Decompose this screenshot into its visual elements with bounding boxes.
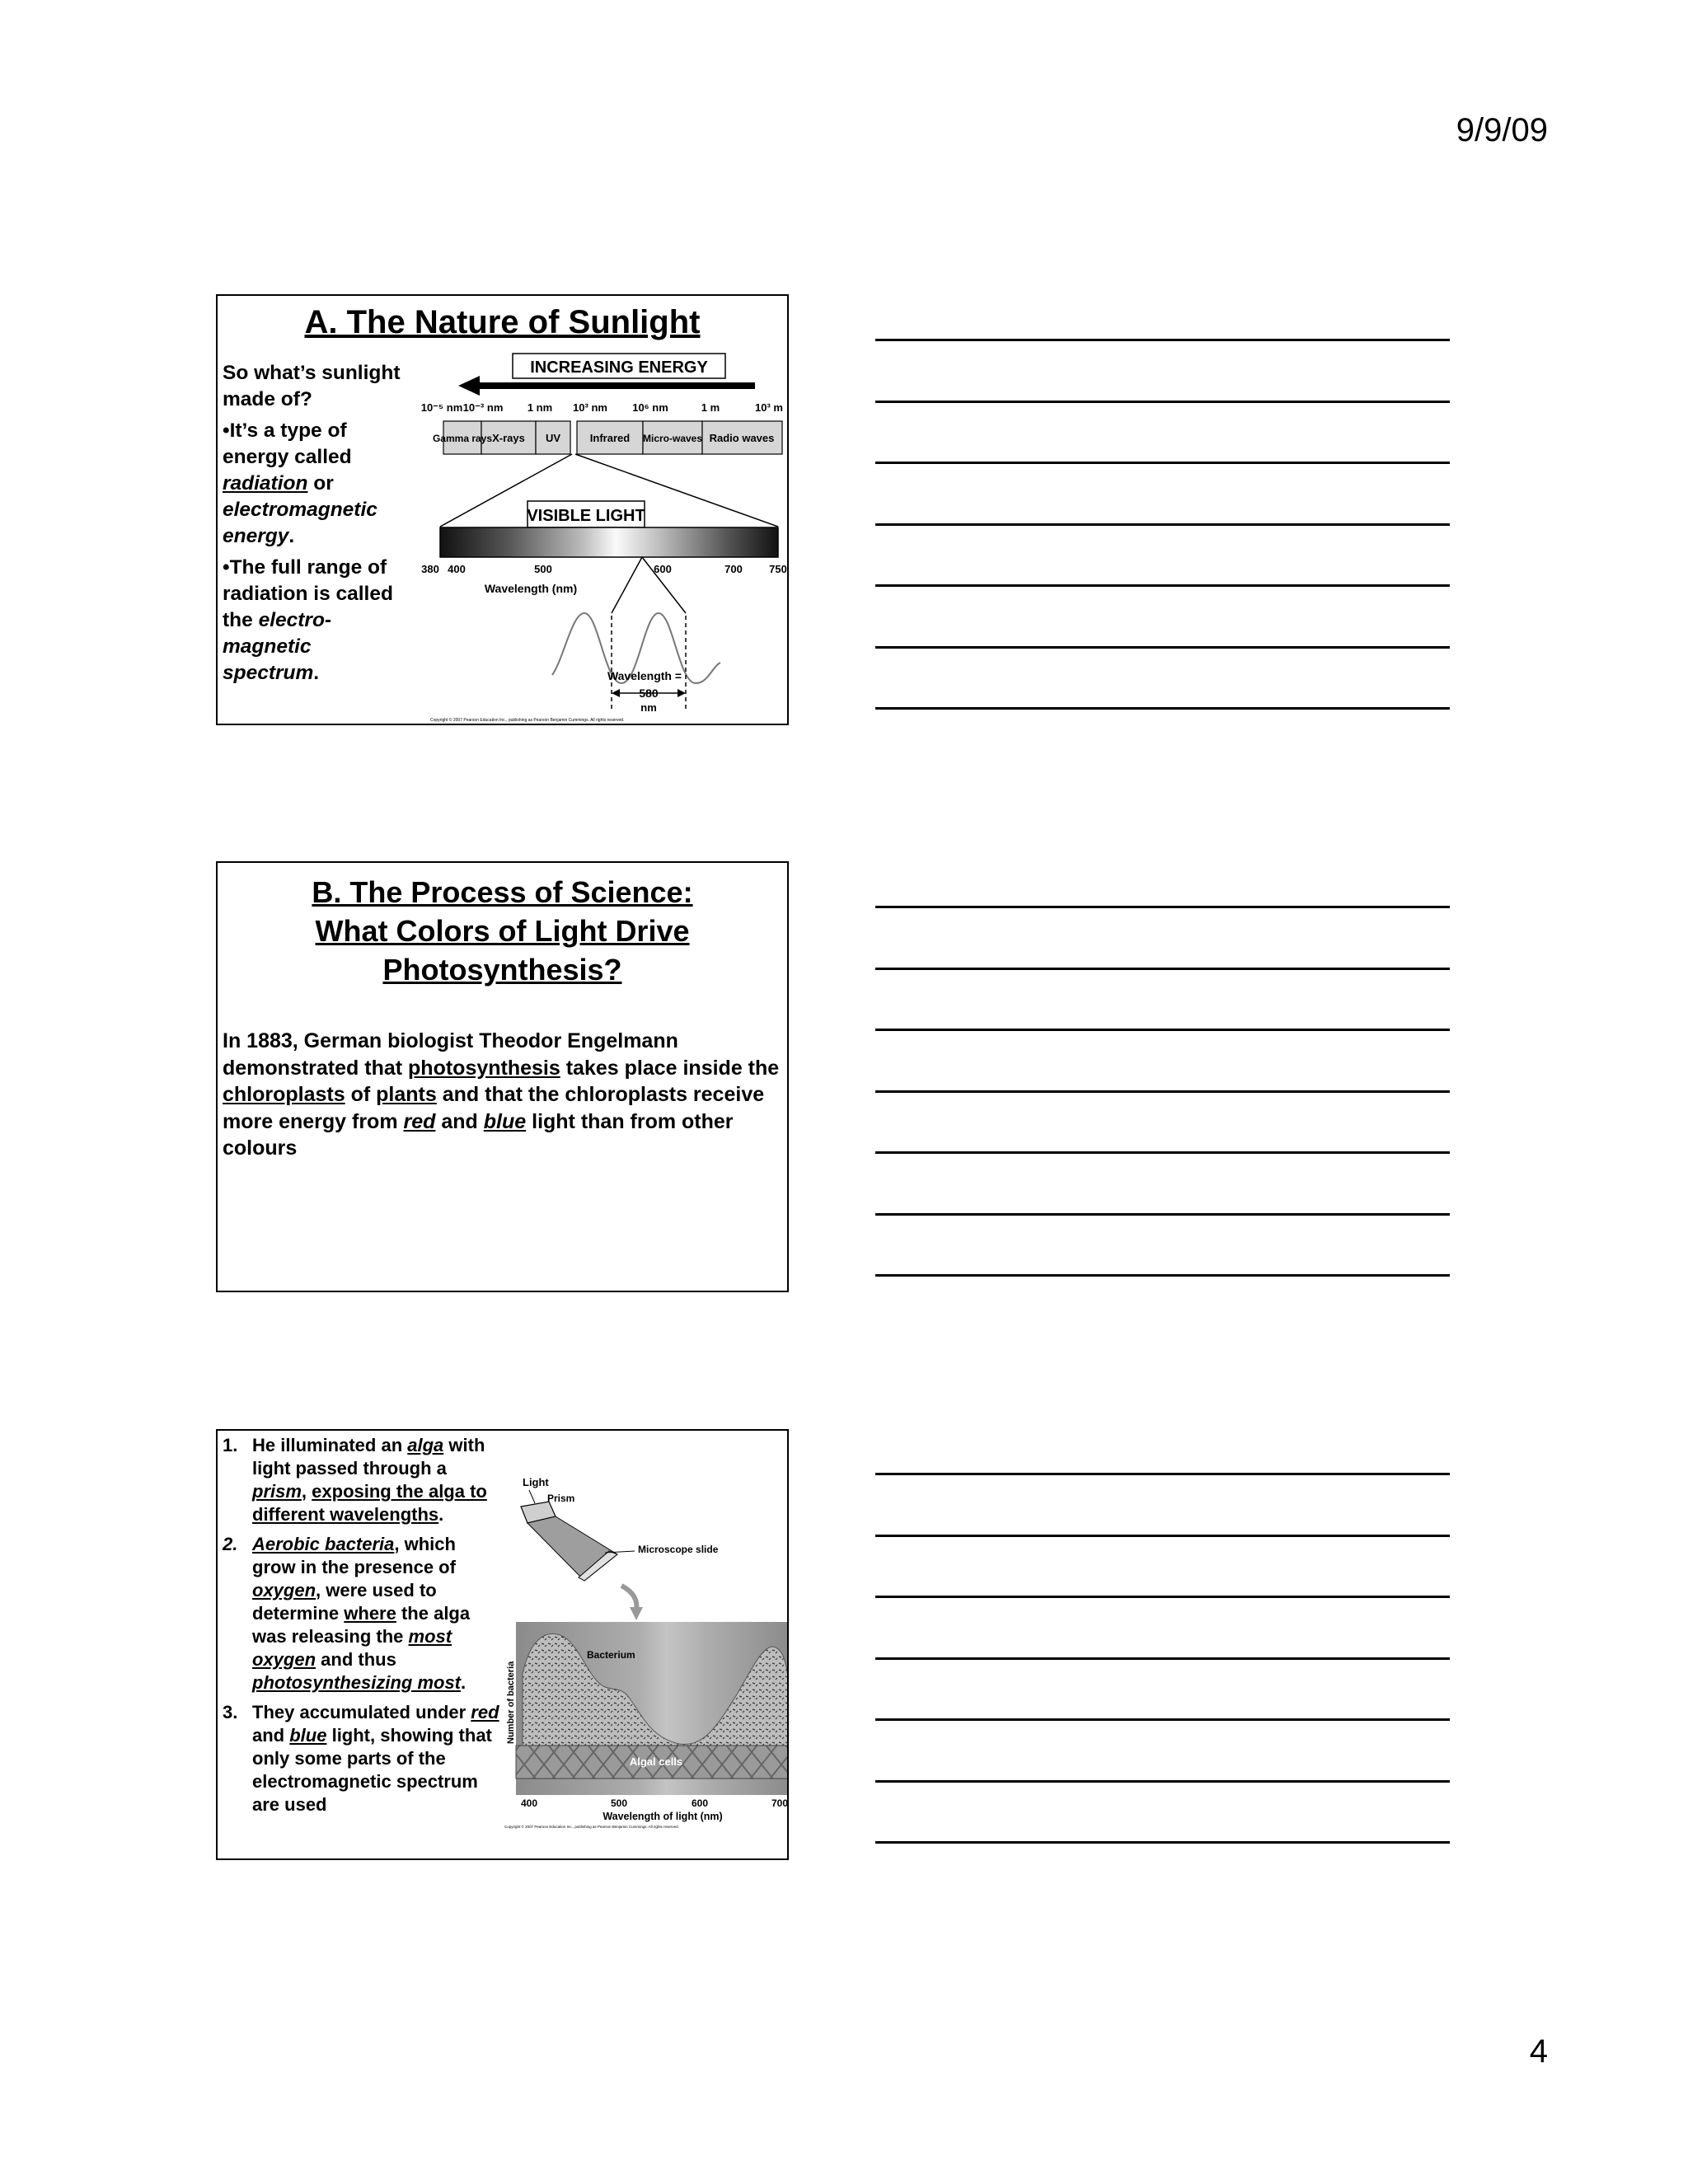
note-line[interactable] — [875, 906, 1450, 908]
scale-label: 1 nm — [527, 401, 553, 414]
note-line[interactable] — [875, 1473, 1450, 1475]
page-date: 9/9/09 — [1456, 112, 1548, 148]
wave-label: Wavelength = — [607, 669, 682, 682]
band-microwaves: Micro-waves — [642, 433, 703, 444]
note-line[interactable] — [875, 462, 1450, 464]
note-line[interactable] — [875, 1274, 1450, 1277]
visible-tick: 380 — [421, 563, 439, 575]
list-item: 3. They accumulated under red and blue light, showing that only some parts of the electromagnetic spectrum are used — [223, 1702, 499, 1815]
note-line[interactable] — [875, 1151, 1450, 1154]
note-line[interactable] — [875, 1657, 1450, 1660]
x-tick: 600 — [691, 1797, 709, 1809]
link-chloroplasts[interactable]: chloroplasts — [223, 1083, 345, 1106]
visible-tick: 400 — [448, 563, 466, 575]
band-gamma: Gamma rays — [432, 433, 493, 444]
slide-label: Microscope slide — [638, 1544, 719, 1555]
wave-value: 580 — [639, 687, 659, 700]
link-photosynthesis[interactable]: photosynthesis — [408, 1056, 560, 1080]
band-infrared: Infrared — [589, 432, 631, 444]
note-line[interactable] — [875, 1841, 1450, 1844]
note-line[interactable] — [875, 339, 1450, 341]
note-line[interactable] — [875, 1535, 1450, 1537]
note-line[interactable] — [875, 1718, 1450, 1721]
slide-title: A. The Nature of Sunlight — [304, 304, 701, 340]
x-tick: 400 — [520, 1797, 538, 1809]
slide-engelmann-experiment — [216, 1429, 789, 1860]
slide-title: B. The Process of Science: What Colors of Light Drive Photosynthesis? — [312, 875, 693, 987]
slide-process-of-science — [216, 861, 789, 1292]
page-number: 4 — [1529, 2033, 1548, 2069]
note-line[interactable] — [875, 1213, 1450, 1216]
scale-label: 10⁻³ nm — [462, 401, 504, 414]
scale-label: 10³ m — [755, 401, 783, 414]
note-line[interactable] — [875, 401, 1450, 403]
slide-nature-of-sunlight — [216, 294, 789, 725]
wave-unit: nm — [640, 701, 657, 714]
algal-label: Algal cells — [629, 1755, 683, 1768]
x-tick: 700 — [771, 1797, 789, 1809]
scale-label: 10⁶ nm — [632, 401, 668, 414]
bullet-spectrum: •The full range of radiation is called the electro-magnetic spectrum. — [223, 556, 393, 684]
figure-copyright: Copyright © 2007 Pearson Education Inc., publishing as Pearson Benjamin Cummings. All rights reserved. — [430, 718, 625, 723]
visible-tick: 750 — [769, 563, 787, 575]
em-spectrum-diagram — [218, 296, 789, 725]
band-radio: Radio waves — [709, 432, 775, 444]
intro-question: So what’s sunlight made of? — [223, 362, 401, 410]
note-line[interactable] — [875, 707, 1450, 710]
note-line[interactable] — [875, 1596, 1450, 1598]
note-line[interactable] — [875, 646, 1450, 649]
energy-label: INCREASING ENERGY — [530, 359, 708, 377]
visible-tick: 700 — [724, 563, 743, 575]
note-line[interactable] — [875, 1090, 1450, 1093]
note-line[interactable] — [875, 1029, 1450, 1031]
note-line[interactable] — [875, 584, 1450, 587]
note-line[interactable] — [875, 1780, 1450, 1783]
x-axis-label: Wavelength of light (nm) — [603, 1811, 723, 1822]
scale-label: 10³ nm — [573, 401, 607, 414]
visible-label: VISIBLE LIGHT — [527, 507, 645, 525]
energy-arrowhead — [458, 376, 480, 396]
band-uv: UV — [545, 432, 561, 444]
list-item: 2. Aerobic bacteria, which grow in the presence of oxygen, were used to determine where the alga was releasing the most oxygen and thus photosynthesizing most. — [223, 1534, 471, 1693]
scale-label: 1 m — [701, 401, 720, 414]
curved-arrow — [621, 1586, 636, 1610]
bullet-radiation: •It’s a type of energy called radiation or electromagnetic energy. — [223, 419, 377, 547]
light-beam — [528, 1516, 617, 1581]
link-plants[interactable]: plants — [376, 1083, 437, 1106]
scale-label: 10⁻⁵ nm — [420, 401, 463, 414]
visible-tick: 600 — [654, 563, 672, 575]
band-xrays: X-rays — [492, 432, 525, 444]
visible-spectrum-bar — [440, 527, 778, 557]
figure-copyright: Copyright © 2007 Pearson Education Inc., publishing as Pearson Benjamin Cummings. All rights reserved. — [504, 1825, 679, 1829]
bacterium-label: Bacterium — [587, 1649, 635, 1661]
y-axis-label: Number of bacteria — [506, 1661, 516, 1744]
engelmann-figure — [218, 1431, 789, 1860]
note-line[interactable] — [875, 523, 1450, 526]
prism-label: Prism — [547, 1493, 575, 1504]
light-label: Light — [523, 1476, 549, 1488]
list-item: 1. He illuminated an alga with light passed through a prism, exposing the alga to different wavelengths. — [223, 1435, 487, 1525]
visible-axis-label: Wavelength (nm) — [484, 582, 578, 595]
visible-tick: 500 — [534, 563, 552, 575]
note-line[interactable] — [875, 968, 1450, 970]
slide-body: In 1883, German biologist Theodor Engelmann demonstrated that photosynthesis takes place inside the chloroplasts of plants and that the chloroplasts receive more energy from red and blue light than from other colours — [223, 1029, 780, 1160]
x-tick: 500 — [610, 1797, 628, 1809]
